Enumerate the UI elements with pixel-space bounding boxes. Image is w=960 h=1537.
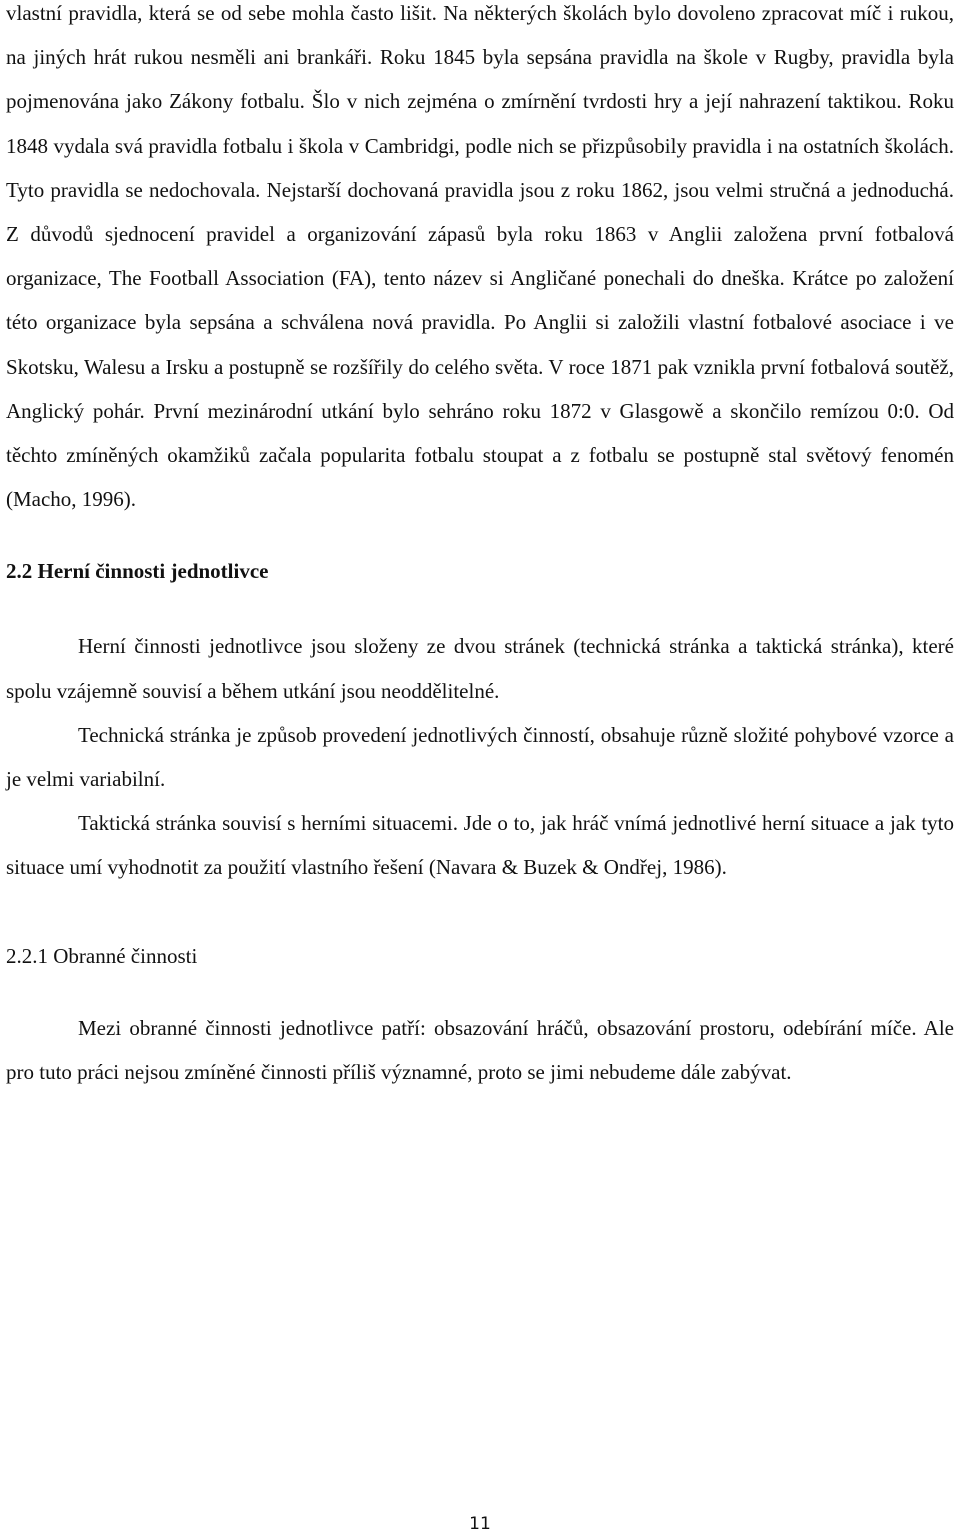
section-heading-2-2 (6, 557, 954, 585)
section-number: 2.2 (6, 559, 33, 584)
section-title: Herní činnosti jednotlivce (37, 559, 269, 584)
section-2-2-paragraph-2: Technická stránka je způsob provedení jednotlivých činností, obsahuje různě složité pohybové vzorce a je velmi variabilní. (6, 722, 954, 792)
section-heading-2-2-1 (6, 942, 954, 970)
intro-paragraph: vlastní pravidla, která se od sebe mohla často lišit. Na některých školách bylo dovoleno zpracovat míč i rukou, na jiných hrát rukou nesměli ani brankáři. Roku 1845 byla sepsána pravidla na škole v Rugby, pravidla byla pojmenována jako Zákony fotbalu. Šlo v nich zejména o zmírnění tvrdosti hry a její nahrazení taktikou. Roku 1848 vydala svá pravidla fotbalu i škola v Cambridgi, podle nich se přizpůsobily pravidla i na ostatních školách. Tyto pravidla se nedochovala. Nejstarší dochovaná pravidla jsou z roku 1862, jsou velmi stručná a jednoduchá. Z důvodů sjednocení pravidel a organizování zápasů byla roku 1863 v Anglii založena první fotbalová organizace, The Football Association (FA), tento název si Angličané ponechali do dneška. Krátce po založení této organizace byla sepsána a schválena nová pravidla. Po Anglii si založili vlastní fotbalové asociace i ve Skotsku, Walesu a Irsku a postupně se rozšířily do celého světa. V roce 1871 pak vznikla první fotbalová soutěž, Anglický pohár. První mezinárodní utkání bylo sehráno roku 1872 v Glasgowě a skončilo remízou 0:0. Od těchto zmíněných okamžiků začala popularita fotbalu stoupat a z fotbalu se postupně stal světový fenomén (Macho, 1996). (6, 1, 954, 512)
section-2-2-paragraph-1: Herní činnosti jednotlivce jsou složeny ze dvou stránek (technická stránka a taktická stránka), které spolu vzájemně souvisí a během utkání jsou neoddělitelné. (6, 634, 954, 703)
page-number: 11 (469, 1514, 491, 1534)
section-2-2-1-paragraph-1: Mezi obranné činnosti jednotlivce patří: obsazování hráčů, obsazování prostoru, odebírání míče. Ale pro tuto práci nejsou zmíněné činnosti příliš významné, proto se jimi nebudeme dále zabývat. (6, 1015, 954, 1084)
section-2-2-paragraph-3: Taktická stránka souvisí s herními situacemi. Jde o to, jak hráč vnímá jednotlivé herní situace a jak tyto situace umí vyhodnotit za použití vlastního řešení (Navara & Buzek & Ondřej, 1986). (6, 811, 954, 880)
subsection-number: 2.2.1 (6, 943, 48, 968)
subsection-title: Obranné činnosti (53, 943, 198, 968)
document-page (6, 0, 954, 1094)
